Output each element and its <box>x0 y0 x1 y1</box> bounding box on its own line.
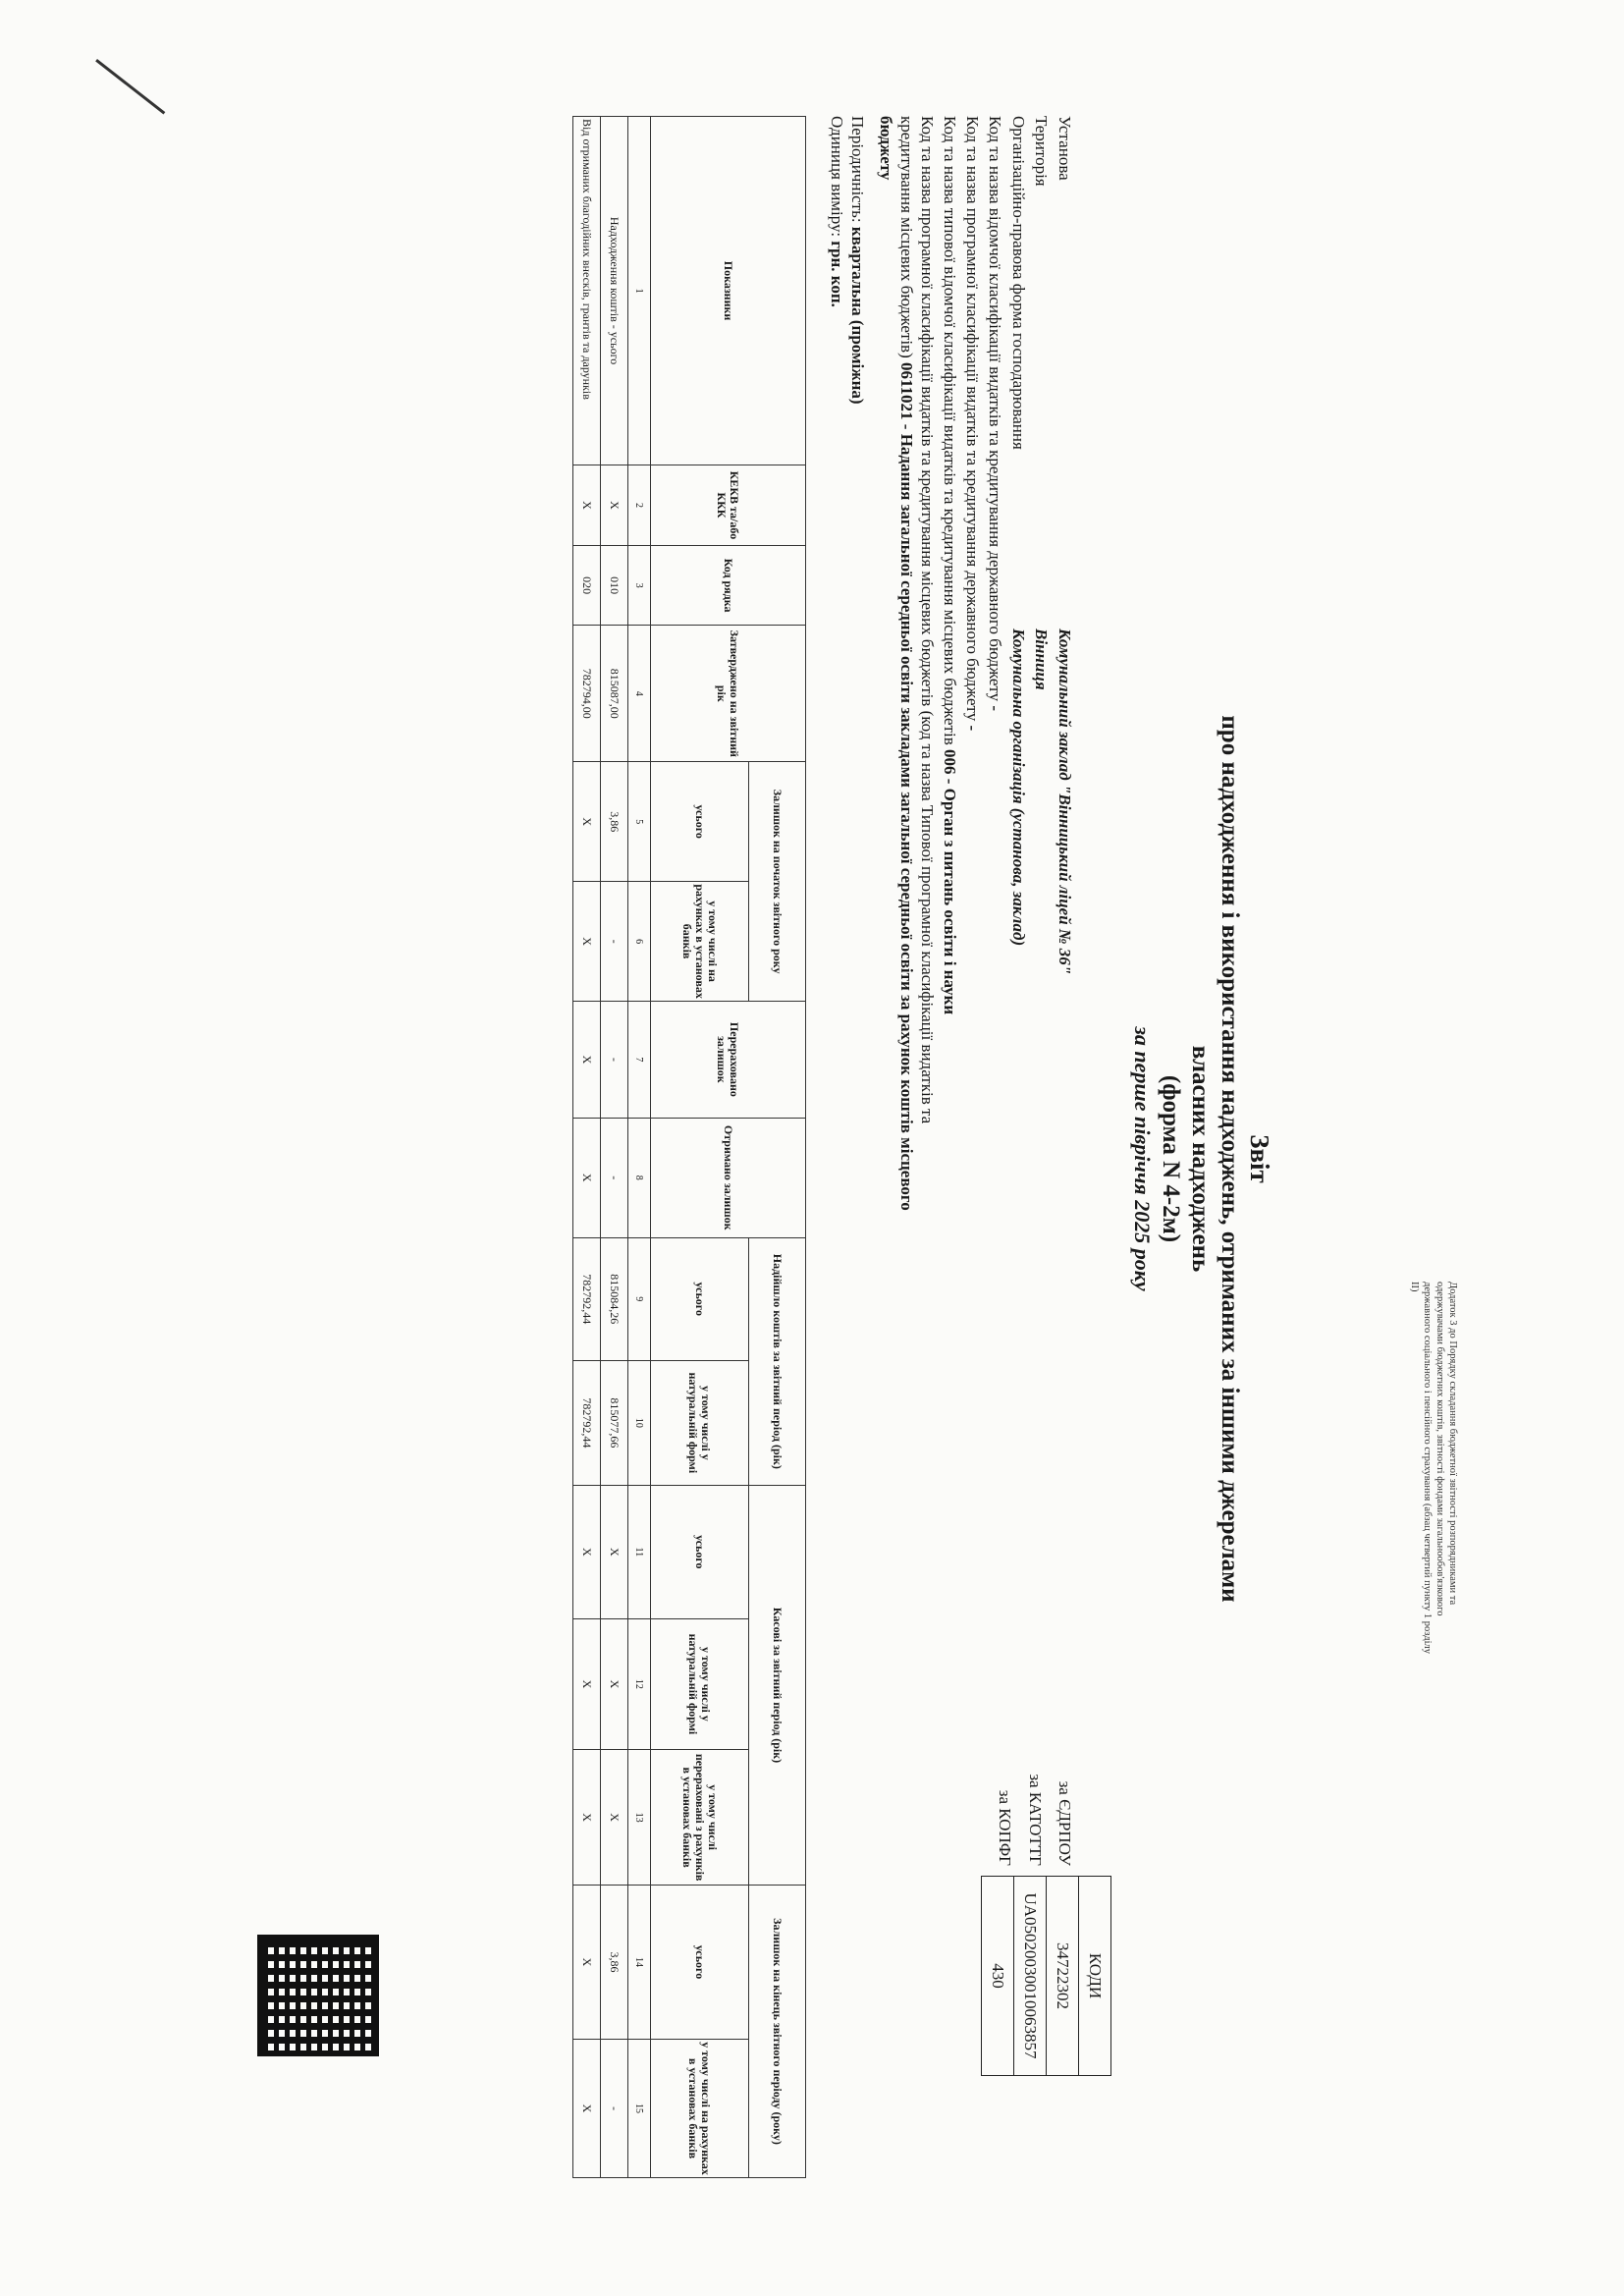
col-number: 2 <box>628 465 651 546</box>
typical-classification <box>940 116 960 1014</box>
pen-mark <box>95 59 165 115</box>
table-cell: X <box>573 762 601 882</box>
unit <box>827 116 847 307</box>
col-number: 3 <box>628 545 651 626</box>
col-number: 13 <box>628 1750 651 1886</box>
table-cell: - <box>601 1118 628 1237</box>
typical-value: 006 - Орган з питань освіти і науки <box>941 749 959 1015</box>
table-cell: - <box>601 882 628 1002</box>
row-indicator: Надходження коштів - усього <box>601 117 628 465</box>
table-cell: X <box>573 465 601 546</box>
table-cell: X <box>573 1485 601 1618</box>
program-line-3: бюджету <box>877 116 895 181</box>
col-number: 15 <box>628 2039 651 2177</box>
table-cell: X <box>573 2039 601 2177</box>
kopfg-code: 430 <box>982 1877 1014 2076</box>
edrpou-label: за ЄДРПОУ <box>1056 1780 1074 1866</box>
table-row <box>573 117 601 2178</box>
header-transferred: Перераховано залишок <box>651 1002 806 1119</box>
periodicity-value: квартальна (проміжна) <box>848 226 867 405</box>
prog-classification <box>962 116 983 731</box>
col-number: 10 <box>628 1360 651 1485</box>
report-table <box>572 116 806 2178</box>
table-cell: 3,86 <box>601 1886 628 2040</box>
org-form-value: Комунальна організація (установа, заклад) <box>1009 629 1028 947</box>
qr-code-icon <box>257 1935 379 2056</box>
katottg-label: за КАТОТТГ <box>1026 1774 1045 1866</box>
table-cell: X <box>601 1750 628 1886</box>
header-row-code: Код рядка <box>651 545 806 626</box>
program-classification <box>876 116 938 1805</box>
title-line-4: (форма N 4-2м) <box>1158 1074 1184 1243</box>
header-start-bank: у тому числі на рахунках в установах банків <box>651 882 749 1002</box>
col-number: 14 <box>628 1886 651 2040</box>
table-cell: X <box>573 1750 601 1886</box>
unit-value: грн. коп. <box>828 241 846 307</box>
unit-label: Одиниця виміру: <box>828 116 846 238</box>
header-inflow: Надійшло коштів за звітний період (рік) <box>749 1237 806 1485</box>
katottg-code: UA05020030010063857 <box>1014 1877 1047 2076</box>
appendix-note: Додаток 3 до Порядку складання бюджетної звітності розпорядниками та одержувачами бюджетних коштів, звітності фондами загальнообов'язкового державного соціального і пенсійного страхування (абзац четвертий пункту 1 розділу II) <box>1409 1282 1458 1654</box>
header-kekv: КЕКВ та/або ККК <box>651 465 806 546</box>
typical-label: Код та назва типової відомчої класифікації видатків та кредитування місцевих бюджетів <box>941 116 959 745</box>
table-cell: 020 <box>573 545 601 626</box>
col-number: 1 <box>628 117 651 465</box>
col-number: 5 <box>628 762 651 882</box>
header-row-1 <box>749 117 806 2178</box>
col-number: 4 <box>628 626 651 762</box>
program-line-1: Код та назва програмної класифікації видатків та кредитування місцевих бюджетів (код та назва Типової програмної класифікації видатків та <box>918 116 937 1124</box>
header-end-balance: Залишок на кінець звітного періоду (року) <box>749 1886 806 2178</box>
report-title <box>1128 609 1275 1709</box>
table-cell: X <box>573 882 601 1002</box>
prog-label: Код та назва програмної класифікації видатків та кредитування державного бюджету <box>963 116 982 722</box>
program-line-2-bold: 0611021 - Надання загальної середньої освіти закладами загальної середньої освіти за рахунок коштів місцевого <box>897 361 916 1211</box>
territory-value: Вінниця <box>1032 629 1051 690</box>
program-line-2-prefix: кредитування місцевих бюджетів) <box>897 116 916 358</box>
dept-value: - <box>986 705 1004 712</box>
col-number: 8 <box>628 1118 651 1237</box>
header-inflow-total: усього <box>651 1237 749 1360</box>
header-end-total: усього <box>651 1886 749 2040</box>
table-cell: X <box>573 1618 601 1750</box>
org-form-label: Організаційно-правова форма господарювання <box>1009 116 1028 450</box>
table-cell: X <box>601 1485 628 1618</box>
dept-classification <box>985 116 1005 711</box>
institution-value: Комунальний заклад "Вінницький ліцей № 36" <box>1056 629 1074 975</box>
column-numbers-row <box>628 117 651 2178</box>
table-cell: 3,86 <box>601 762 628 882</box>
periodicity-label: Періодичність: <box>848 116 867 223</box>
codes-header: КОДИ <box>1079 1877 1111 2076</box>
header-start-total: усього <box>651 762 749 882</box>
table-row <box>601 117 628 2178</box>
title-line-1: Звіт <box>1245 1134 1274 1183</box>
header-inflow-natural: у тому числі у натуральній формі <box>651 1360 749 1485</box>
header-cash: Касові за звітний період (рік) <box>749 1485 806 1885</box>
table-cell: 782794,00 <box>573 626 601 762</box>
territory-label: Територія <box>1032 116 1051 187</box>
table-cell: 010 <box>601 545 628 626</box>
table-cell: 815077,66 <box>601 1360 628 1485</box>
title-line-2: про надходження і використання надходжень, отриманих за іншими джерелами <box>1217 715 1243 1603</box>
program-line-2 <box>896 116 917 1805</box>
col-number: 9 <box>628 1237 651 1360</box>
table-cell: - <box>601 2039 628 2177</box>
header-end-bank: у тому числі на рахунках в установах банків <box>651 2039 749 2177</box>
table-cell: 782792,44 <box>573 1360 601 1485</box>
header-cash-natural: у тому числі у натуральній формі <box>651 1618 749 1750</box>
header-cash-total: усього <box>651 1485 749 1618</box>
codes-table <box>981 1876 1111 2076</box>
col-number: 7 <box>628 1002 651 1119</box>
header-start-balance: Залишок на початок звітного року <box>749 762 806 1002</box>
table-cell: X <box>573 1886 601 2040</box>
kopfg-label: за КОПФГ <box>996 1789 1014 1866</box>
dept-label: Код та назва відомчої класифікації видатків та кредитування державного бюджету <box>986 116 1004 702</box>
table-cell: X <box>573 1002 601 1119</box>
title-line-3: власних надходжень <box>1187 1045 1214 1273</box>
header-indicators: Показники <box>651 117 806 465</box>
header-cash-transfer: у тому числі перераховані з рахунків в установах банків <box>651 1750 749 1886</box>
table-cell: - <box>601 1002 628 1119</box>
table-cell: X <box>601 465 628 546</box>
periodicity <box>847 116 868 405</box>
table-cell: 815084,26 <box>601 1237 628 1360</box>
table-cell: 815087,00 <box>601 626 628 762</box>
table-cell: X <box>601 1618 628 1750</box>
title-period: за перше півріччя 2025 року <box>1130 1026 1155 1291</box>
prog-value: - <box>963 725 982 732</box>
table-cell: 782792,44 <box>573 1237 601 1360</box>
col-number: 11 <box>628 1485 651 1618</box>
table-cell: X <box>573 1118 601 1237</box>
header-approved: Затверджено на звітний рік <box>651 626 806 762</box>
col-number: 6 <box>628 882 651 1002</box>
row-indicator: Від отриманих благодійних внесків, грантів та дарунків <box>573 117 601 465</box>
header-received: Отримано залишок <box>651 1118 806 1237</box>
institution-label: Установа <box>1056 116 1074 181</box>
edrpou-code: 34722302 <box>1047 1877 1079 2076</box>
col-number: 12 <box>628 1618 651 1750</box>
